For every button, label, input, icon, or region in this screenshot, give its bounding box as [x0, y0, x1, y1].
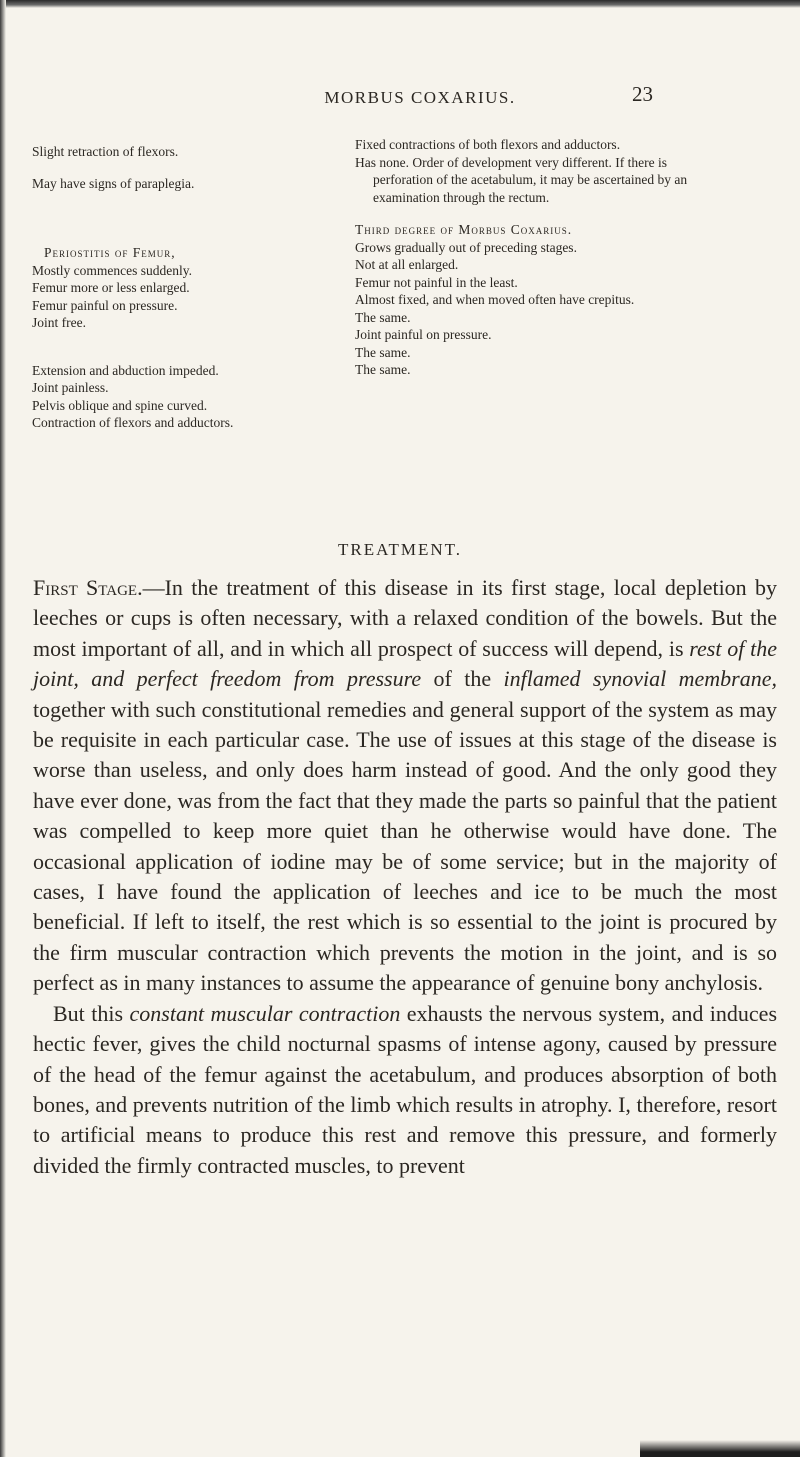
italic-run: constant muscular contraction — [129, 1000, 401, 1026]
treatment-body — [33, 573, 777, 1181]
left-item-2: Femur more or less enlarged. — [32, 280, 190, 295]
left-item-6: Joint painless. — [32, 380, 109, 395]
italic-run: inflamed synovial membrane, — [503, 666, 778, 692]
right-item-2: Not at all enlarged. — [355, 257, 459, 272]
paragraph-1 — [33, 573, 777, 999]
text-run: together with such constitutional remedies and general support of the system as may be requisite in each particular case. The use of issues at this stage of the disease is worse than useless, and only does harm instead of good. And the only good they have ever done, was from the fact that they made the parts so painful that the patient was compelled to keep more quiet than he otherwise would have done. The occasional application of iodine may be of some service; but in the majority of cases, I have found the application of leeches and ice to be much the most beneficial. If left to itself, the rest which is so essential to the joint is procured by the firm muscular contraction which prevents the motion in the joint, and is so perfect as in many instances to assume the appearance of genuine bony anchylosis. — [33, 696, 777, 996]
right-item-7: The same. — [355, 344, 411, 360]
italic-run: rest of the joint, and perfect freedom from pressure — [33, 635, 777, 692]
left-item-7: Pelvis oblique and spine curved. — [32, 397, 208, 413]
text-run: exhausts the nervous system, and induces hectic fever, gives the child nocturnal spasms of intense agony, caused by pressure of the head of the femur against the acetabulum, and produces absorption of both bones, and prevents nutrition of the limb which results in atrophy. I, therefore, resort to artificial means to produce this rest and remove this pressure, and formerly divided the firmly contracted muscles, to prevent — [33, 1000, 778, 1178]
scan-top-edge — [0, 0, 800, 8]
right-line-2: Has none. Order of development very different. If there is perforation of the acetabulum, it may be ascertained by an examination through the rectum. — [355, 154, 688, 205]
scan-left-edge — [0, 0, 6, 1457]
left-item-4: Joint free. — [32, 315, 86, 330]
scan-bottom-edge — [640, 1440, 800, 1457]
right-item-5: The same. — [355, 309, 411, 325]
left-section-title: Periostitis of Femur, — [44, 245, 176, 260]
text-run: —In the treatment of this disease in its first stage, local depletion by leeches or cups is often necessary, with a relaxed condition of the bowels. But the most important of all, and in which all prospect of success will depend, is — [33, 575, 778, 661]
left-item-3: Femur painful on pressure. — [32, 297, 178, 313]
running-head — [0, 88, 800, 108]
right-section-title: Third degree of Morbus Coxarius. — [355, 222, 573, 237]
text-run: But this — [53, 1000, 130, 1026]
right-item-3: Femur not painful in the least. — [355, 274, 518, 290]
left-line-1: Slight retraction of flexors. — [32, 144, 179, 159]
left-column — [32, 143, 317, 432]
right-line-1: Fixed contractions of both flexors and adductors. — [355, 137, 621, 152]
right-item-6: Joint painful on pressure. — [355, 327, 492, 342]
left-item-8: Contraction of flexors and adductors. — [32, 415, 234, 430]
right-column — [355, 136, 730, 379]
right-item-4: Almost fixed, and when moved often have crepitus. — [355, 292, 635, 307]
left-item-5: Extension and abduction impeded. — [32, 362, 219, 378]
running-title: MORBUS COXARIUS. — [324, 88, 516, 107]
left-line-2: May have signs of paraplegia. — [32, 175, 195, 191]
first-stage-lead: First Stage. — [33, 575, 143, 600]
right-item-1: Grows gradually out of preceding stages. — [355, 239, 577, 255]
right-item-8: The same. — [355, 362, 411, 377]
treatment-heading: TREATMENT. — [337, 540, 463, 559]
text-run: of the — [421, 666, 504, 692]
page-number: 23 — [632, 82, 653, 106]
left-item-1: Mostly commences suddenly. — [32, 262, 192, 278]
paragraph-2 — [33, 999, 777, 1181]
